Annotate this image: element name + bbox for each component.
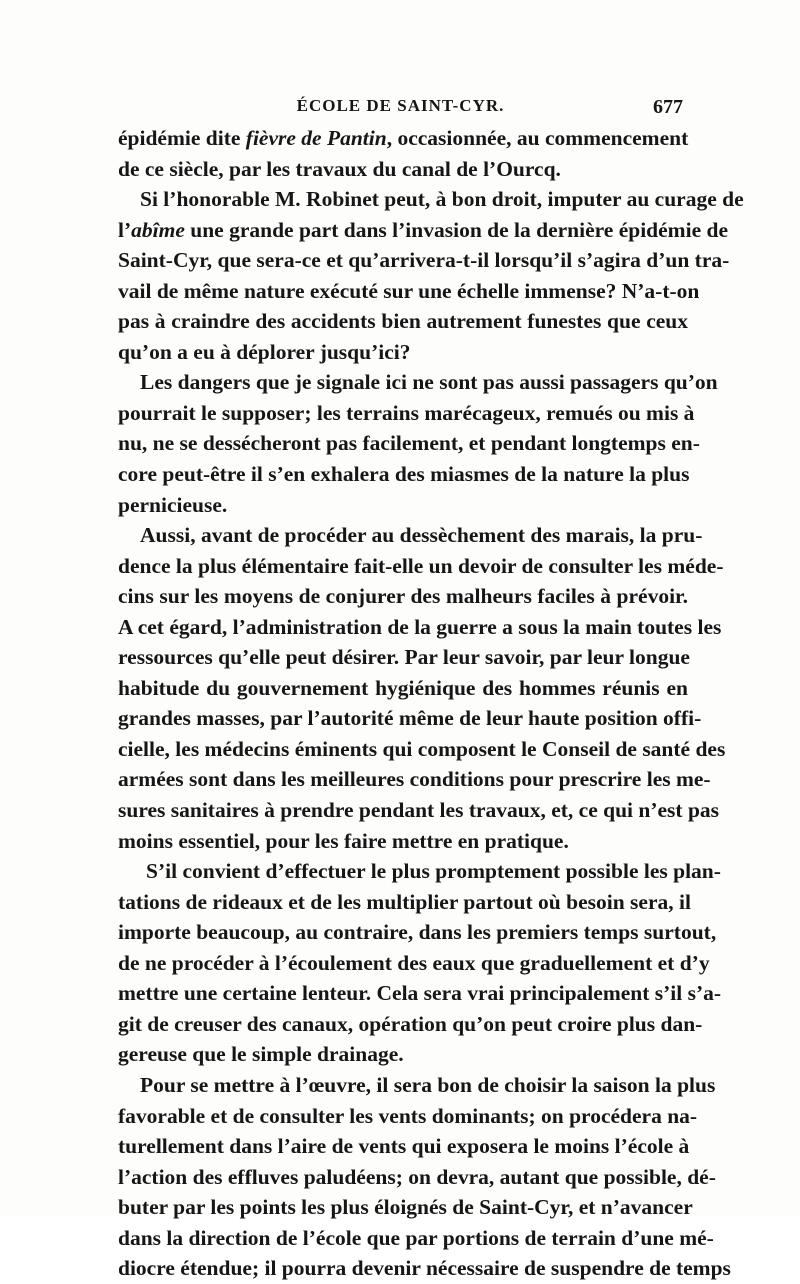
text-line: Saint-Cyr, que sera-ce et qu’arrivera-t-il lorsqu’il s’agira d’un tra- — [118, 248, 730, 273]
paragraph-start-line: Aussi, avant de procéder au dessèchement des marais, la pru- — [140, 523, 703, 548]
text-line: épidémie dite fièvre de Pantin, occasionnée, au commencement — [118, 126, 689, 150]
text-line: nu, ne se dessécheront pas facilement, et pendant longtemps en- — [118, 431, 700, 456]
text-line: gereuse que le simple drainage. — [118, 1042, 404, 1067]
text-line: de ne procéder à l’écoulement des eaux que graduellement et d’y — [118, 950, 710, 975]
text-line: pernicieuse. — [118, 492, 228, 517]
italic-term: abîme — [131, 217, 185, 242]
text-line: pourrait le supposer; les terrains marécageux, remués ou mis à — [118, 400, 695, 425]
text-line: favorable et de consulter les vents dominants; on procédera na- — [118, 1103, 698, 1128]
text-line: cins sur les moyens de conjurer des malheurs faciles à prévoir. — [118, 584, 688, 609]
text-line: turellement dans l’aire de vents qui exposera le moins l’école à — [118, 1134, 690, 1159]
paragraph-start-line: Pour se mettre à l’œuvre, il sera bon de choisir la saison la plus — [140, 1072, 716, 1097]
text-line: pas à craindre des accidents bien autrement funestes que ceux — [118, 309, 688, 334]
text-line: moins essentiel, pour les faire mettre en pratique. — [118, 828, 569, 853]
text-line: diocre étendue; il pourra devenir nécessaire de suspendre de temps — [118, 1256, 731, 1281]
text-line: ressources qu’elle peut désirer. Par leur savoir, par leur longue — [118, 645, 690, 670]
body-text — [118, 123, 744, 1284]
paragraph-start-line: S’il convient d’effectuer le plus promptement possible les plan- — [146, 859, 721, 884]
text-line: dence la plus élémentaire fait-elle un devoir de consulter les méde- — [118, 553, 724, 578]
paragraph-start-line: Les dangers que je signale ici ne sont pas aussi passagers qu’on — [140, 370, 718, 395]
paragraph-start-line: Si l’honorable M. Robinet peut, à bon droit, imputer au curage de — [140, 187, 744, 212]
italic-term: fièvre de Pantin — [245, 126, 387, 150]
text-line: grandes masses, par l’autorité même de leur haute position offi- — [118, 706, 702, 731]
text-line: habitude du gouvernement hygiénique des hommes réunis en — [118, 675, 688, 700]
text-line: buter par les points les plus éloignés de Saint-Cyr, et n’avancer — [118, 1195, 693, 1220]
text-line: A cet égard, l’administration de la guerre a sous la main toutes les — [118, 614, 722, 639]
text-line: sures sanitaires à prendre pendant les travaux, et, ce qui n’est pas — [118, 798, 720, 823]
text-line: armées sont dans les meilleures conditions pour prescrire les me- — [118, 767, 711, 792]
text-line: dans la direction de l’école que par portions de terrain d’une mé- — [118, 1225, 714, 1250]
page-number: 677 — [653, 96, 683, 118]
text-line: mettre une certaine lenteur. Cela sera vrai principalement s’il s’a- — [118, 981, 722, 1006]
running-title: ÉCOLE DE SAINT-CYR. — [296, 96, 505, 115]
text-line: importe beaucoup, au contraire, dans les premiers temps surtout, — [118, 920, 717, 945]
text-line: git de creuser des canaux, opération qu’on peut croire plus dan- — [118, 1011, 703, 1036]
text-line: tations de rideaux et de les multiplier partout où besoin sera, il — [118, 889, 691, 914]
text-line: l’action des effluves paludéens; on devra, autant que possible, dé- — [118, 1164, 716, 1189]
text-line: l’abîme une grande part dans l’invasion de la dernière épidémie de — [118, 217, 728, 242]
text-line: core peut-être il s’en exhalera des miasmes de la nature la plus — [118, 462, 690, 487]
text-line: cielle, les médecins éminents qui composent le Conseil de santé des — [118, 736, 726, 761]
text-line: de ce siècle, par les travaux du canal de l’Ourcq. — [118, 156, 561, 181]
running-head — [118, 96, 683, 126]
text-line: vail de même nature exécuté sur une échelle immense? N’a-t-on — [118, 278, 700, 303]
text-line: qu’on a eu à déplorer jusqu’ici? — [118, 339, 411, 364]
